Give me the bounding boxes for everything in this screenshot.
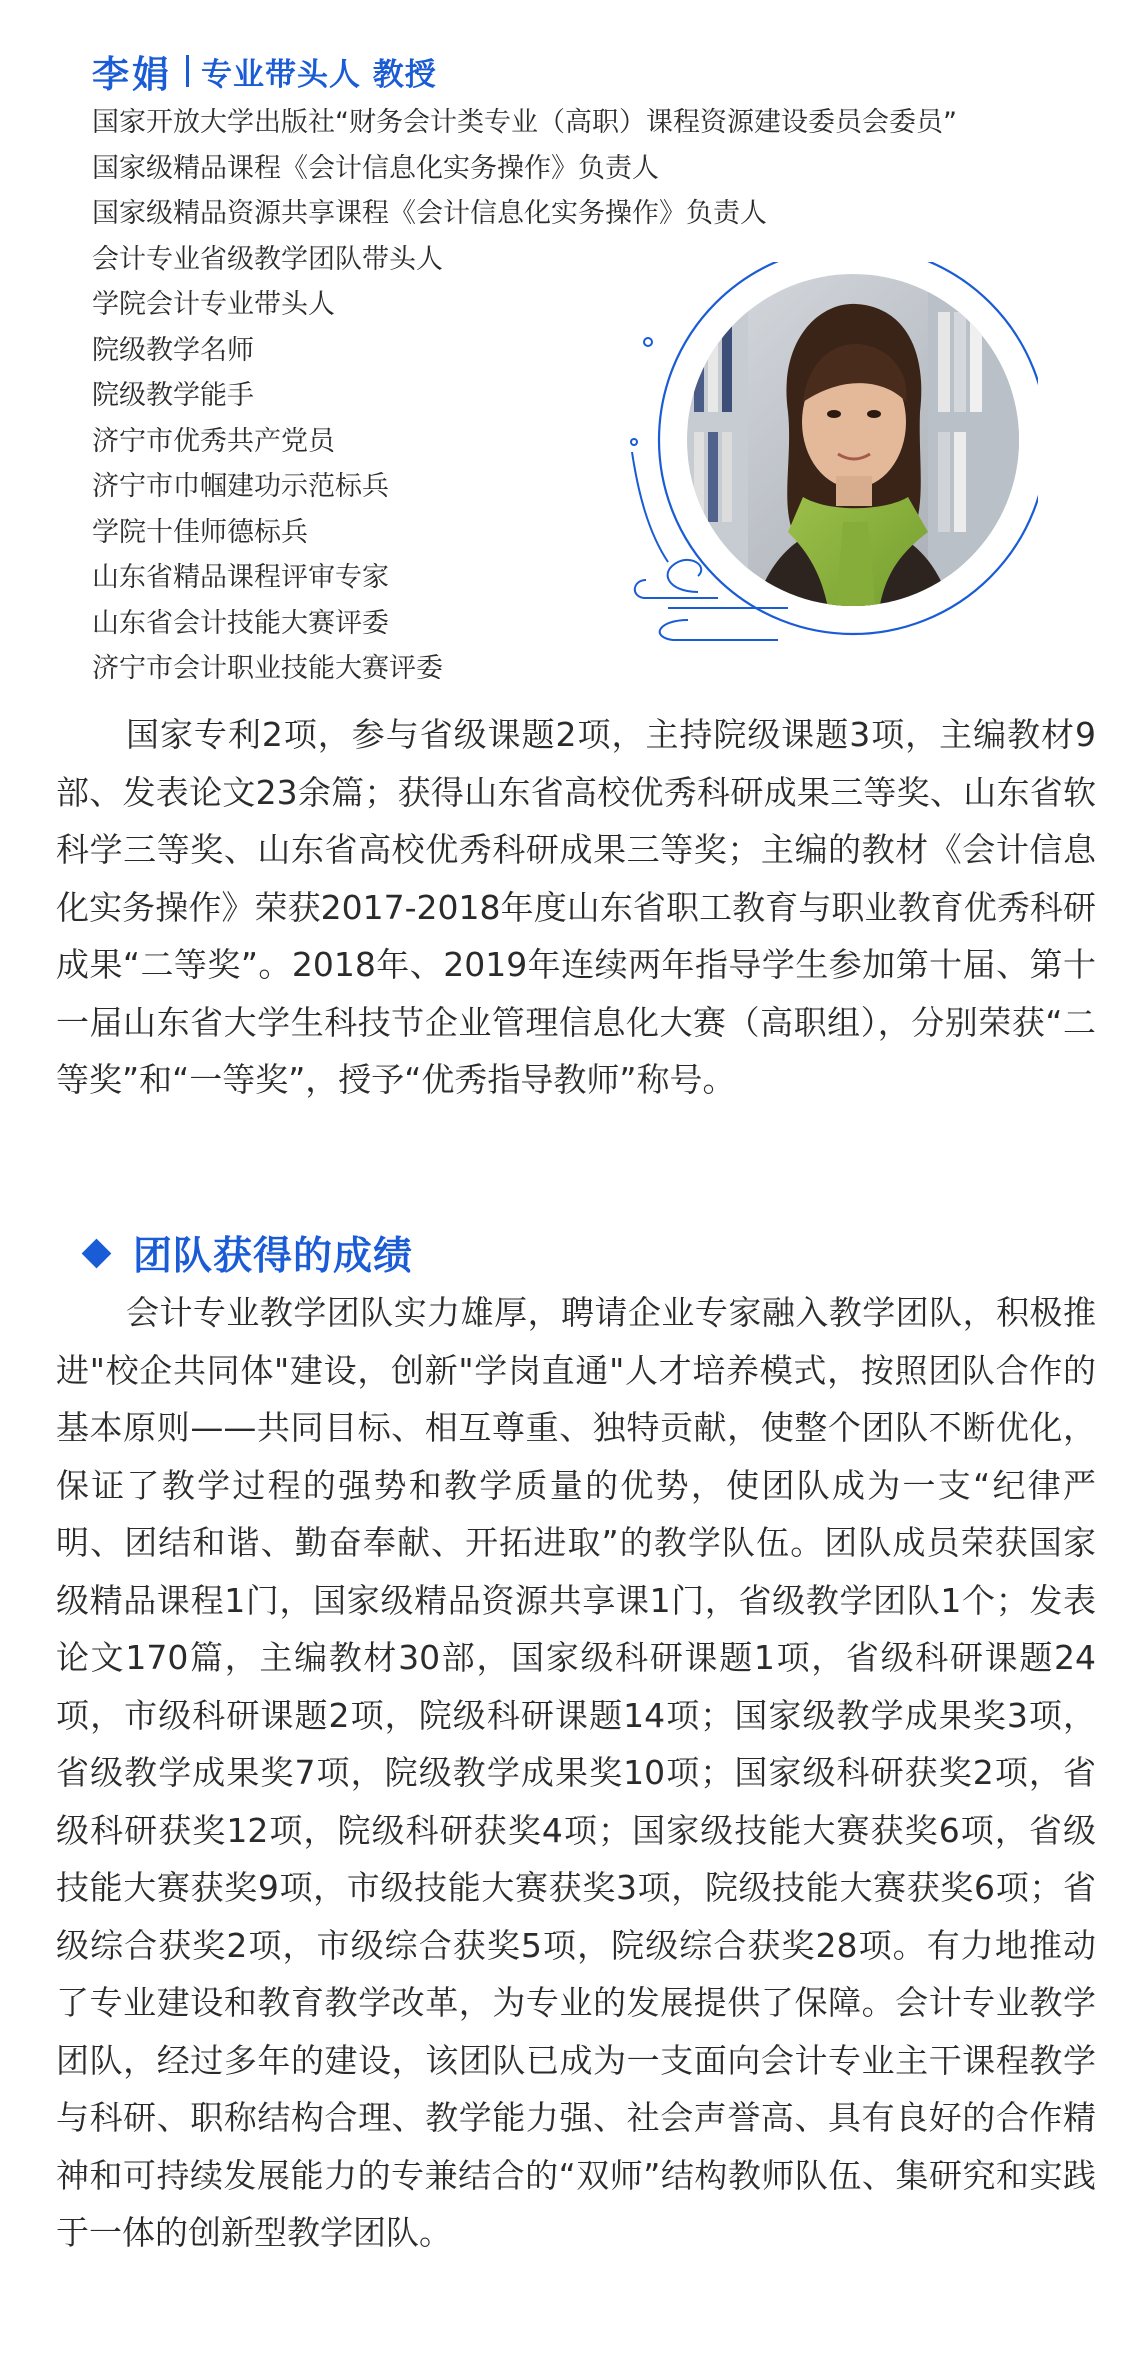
person-role: 专业带头人 教授 bbox=[201, 56, 437, 93]
honor-title: 会计专业省级教学团队带头人 bbox=[92, 243, 443, 275]
honor-title: 院级教学能手 bbox=[92, 380, 254, 411]
honor-title: 山东省会计技能大赛评委 bbox=[92, 607, 389, 639]
honor-title: 学院十佳师德标兵 bbox=[92, 516, 308, 548]
honor-title: 国家级精品资源共享课程《会计信息化实务操作》负责人 bbox=[92, 198, 767, 229]
section-header bbox=[82, 1225, 413, 1281]
honor-title: 济宁市巾帼建功示范标兵 bbox=[92, 471, 389, 502]
header-divider bbox=[186, 55, 189, 87]
honor-title: 济宁市会计职业技能大赛评委 bbox=[92, 653, 443, 684]
honor-title: 山东省精品课程评审专家 bbox=[92, 562, 389, 593]
team-achievements-text: 会计专业教学团队实力雄厚，聘请企业专家融入教学团队，积极推进"校企共同体"建设，创新"学岗直通"人才培养模式，按照团队合作的基本原则——共同目标、相互尊重、独特贡献，使整个团队不断优化，保证了教学过程的强势和教学质量的优势，使团队成为一支“纪律严明、团结和谐、勤奋奉献、开拓进取”的教学队伍。团队成员荣获国家级精品课程1门，国家级精品资源共享课1门，省级教学团队1个；发表论文170篇，主编教材30部，国家级科研课题1项，省级科研课题24项，市级科研课题2项，院级科研课题14项；国家级教学成果奖3项，省级教学成果奖7项，院级教学成果奖10项；国家级科研获奖2项，省级科研获奖12项，院级科研获奖4项；国家级技能大赛获奖6项，省级技能大赛获奖9项，市级技能大赛获奖3项，院级技能大赛获奖6项；省级综合获奖2项，市级综合获奖5项，院级综合获奖28项。有力地推动了专业建设和教育教学改革，为专业的发展提供了保障。会计专业教学团队，经过多年的建设，该团队已成为一支面向会计专业主干课程教学与科研、职称结构合理、教学能力强、社会声誉高、具有良好的合作精神和可持续发展能力的专兼结合的“双师”结构教师队伍、集研究和实践于一体的创新型教学团队。 bbox=[56, 1293, 1096, 2252]
section-title: 团队获得的成绩 bbox=[133, 1234, 414, 1279]
honor-title: 院级教学名师 bbox=[92, 334, 254, 366]
honor-title: 国家开放大学出版社“财务会计类专业（高职）课程资源建设委员会委员” bbox=[92, 107, 957, 138]
profile-bio: 国家专利2项，参与省级课题2项，主持院级课题3项，主编教材9部、发表论文23余篇；获得山东省高校优秀科研成果三等奖、山东省软科学三等奖、山东省高校优秀科研成果三等奖；主编的教材《会计信息化实务操作》荣获2017-2018年度山东省职工教育与职业教育优秀科研成果“二等奖”。2018年、2019年连续两年指导学生参加第十届、第十一届山东省大学生科技节企业管理信息化大赛（高职组），分别荣获“二等奖”和“一等奖”，授予“优秀指导教师”称号。 bbox=[56, 715, 1096, 1099]
honor-title: 学院会计专业带头人 bbox=[92, 289, 335, 320]
profile-header bbox=[92, 44, 437, 98]
diamond-icon bbox=[82, 1238, 112, 1268]
portrait-frame bbox=[628, 262, 1038, 642]
honor-title: 济宁市优秀共产党员 bbox=[92, 425, 335, 457]
person-name: 李娟 bbox=[92, 53, 172, 96]
portrait-photo bbox=[628, 262, 1038, 642]
honor-title: 国家级精品课程《会计信息化实务操作》负责人 bbox=[92, 152, 659, 184]
